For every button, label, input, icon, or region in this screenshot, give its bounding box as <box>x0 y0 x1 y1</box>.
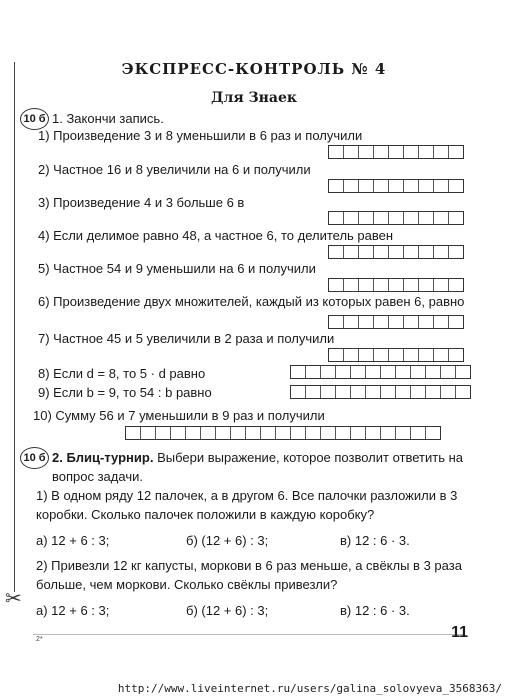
task1-item-8: 8) Если d = 8, то 5 · d равно <box>38 366 206 381</box>
points-badge-task2: 10 б <box>20 447 49 469</box>
answer-boxes-8[interactable] <box>290 365 471 379</box>
problem-2-option-a[interactable]: а) 12 + 6 : 3; <box>36 603 110 618</box>
divider <box>33 634 463 635</box>
task1-item-3: 3) Произведение 4 и 3 больше 6 в <box>38 195 245 210</box>
page-number: 11 <box>451 624 468 641</box>
task1-item-7: 7) Частное 45 и 5 увеличили в 2 раза и получили <box>38 331 335 346</box>
answer-boxes-1[interactable] <box>328 145 464 159</box>
margin-line <box>14 62 15 592</box>
answer-boxes-10[interactable] <box>125 426 441 440</box>
answer-boxes-5[interactable] <box>328 278 464 292</box>
task2-problem-2: 2) Привезли 12 кг капусты, моркови в 6 раз меньше, а свёклы в 3 раза больше, чем моркови. Сколько свёклы привезли? <box>36 558 462 592</box>
answer-boxes-3[interactable] <box>328 211 464 225</box>
task2-heading-text: Выбери выражение, которое позволит ответить на вопрос задачи. <box>52 450 464 484</box>
answer-boxes-6[interactable] <box>328 315 464 329</box>
task1-item-5: 5) Частное 54 и 9 уменьшили на 6 и получили <box>38 261 316 276</box>
problem-1-option-b[interactable]: б) (12 + 6) : 3; <box>186 533 269 548</box>
problem-1-option-a[interactable]: а) 12 + 6 : 3; <box>36 533 110 548</box>
task1-item-10: 10) Сумму 56 и 7 уменьшили в 9 раз и получили <box>33 408 325 423</box>
scissors-icon: ✂ <box>5 588 22 610</box>
task1-heading: 1. Закончи запись. <box>52 111 164 126</box>
footer-url: http://www.liveinternet.ru/users/galina_solovyeva_3568363/ <box>117 682 502 695</box>
problem-2-option-c[interactable]: в) 12 : 6 · 3. <box>340 603 410 618</box>
task1-item-9: 9) Если b = 9, то 54 : b равно <box>38 385 212 400</box>
problem-1-option-c[interactable]: в) 12 : 6 · 3. <box>340 533 410 548</box>
task2-heading <box>52 448 472 486</box>
corner-note: 2* <box>36 636 43 643</box>
answer-boxes-4[interactable] <box>328 245 464 259</box>
answer-boxes-7[interactable] <box>328 348 464 362</box>
task2-problem-1: 1) В одном ряду 12 палочек, а в другом 6. Все палочки разложили в 3 коробки. Сколько палочек положили в каждую коробку? <box>36 488 458 522</box>
task1-item-2: 2) Частное 16 и 8 увеличили на 6 и получили <box>38 162 311 177</box>
task1-item-1: 1) Произведение 3 и 8 уменьшили в 6 раз и получили <box>38 128 363 143</box>
problem-2-option-b[interactable]: б) (12 + 6) : 3; <box>186 603 269 618</box>
page-title: ЭКСПРЕСС-КОНТРОЛЬ № 4 <box>121 60 387 78</box>
task1-item-4: 4) Если делимое равно 48, а частное 6, то делитель равен <box>38 228 394 243</box>
page-subtitle: Для Знаек <box>211 90 297 106</box>
answer-boxes-2[interactable] <box>328 179 464 193</box>
task1-item-6: 6) Произведение двух множителей, каждый из которых равен 6, равно <box>38 294 465 309</box>
points-badge-task1: 10 б <box>20 108 49 130</box>
task2-heading-bold: 2. Блиц-турнир. <box>52 450 154 465</box>
answer-boxes-9[interactable] <box>290 385 471 399</box>
